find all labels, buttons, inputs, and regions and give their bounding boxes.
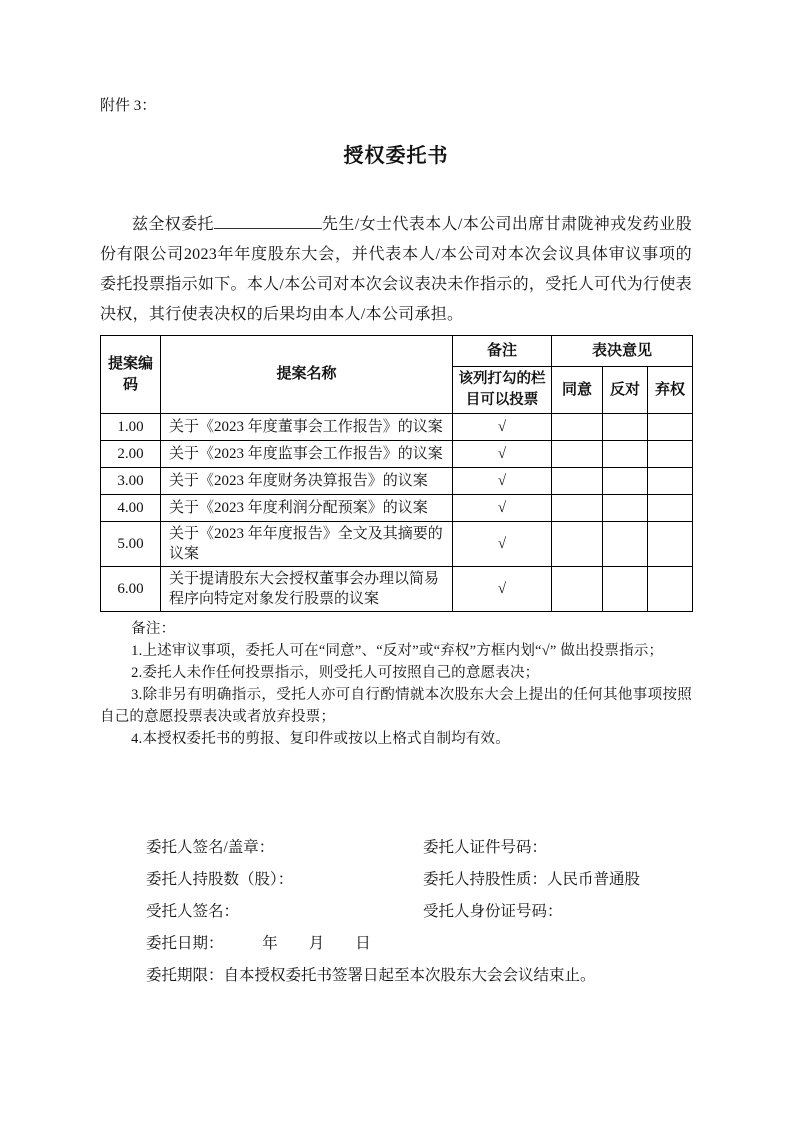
vote-abstain-cell — [648, 522, 693, 567]
vote-agree-cell — [552, 567, 603, 612]
vote-abstain-cell — [648, 441, 693, 468]
proposal-code-cell: 4.00 — [101, 495, 161, 522]
signature-section — [100, 832, 692, 992]
proposal-name-cell: 关于《2023 年度董事会工作报告》的议案 — [161, 414, 453, 441]
trustee-id-number-label: 受托人身份证号码： — [423, 903, 563, 920]
attachment-label: 附件 3： — [100, 98, 157, 114]
sig-row — [100, 960, 692, 992]
principal-id-number-label: 委托人证件号码： — [423, 839, 548, 856]
proposal-name-cell: 关于《2023 年年度报告》全文及其摘要的议案 — [161, 522, 453, 567]
vote-agree-cell — [552, 414, 603, 441]
proposal-code-cell: 1.00 — [101, 414, 161, 441]
table-header-row-1 — [101, 336, 693, 367]
intro-paragraph — [100, 210, 692, 330]
sig-row-empty — [423, 928, 692, 960]
intro-prefix-text: 兹全权委托 — [132, 216, 214, 233]
proposal-code-cell: 6.00 — [101, 567, 161, 612]
proposal-vote-table — [100, 335, 693, 612]
col-header-remark: 备注 — [453, 336, 552, 367]
principal-share-type-label: 委托人持股性质：人民币普通股 — [423, 871, 641, 888]
sig-row — [100, 832, 692, 864]
col-header-agree: 同意 — [552, 367, 603, 414]
col-header-abstain: 弃权 — [648, 367, 693, 414]
proposal-row — [101, 495, 693, 522]
sig-row — [100, 928, 692, 960]
vote-oppose-cell — [603, 468, 648, 495]
proposal-row — [101, 468, 693, 495]
col-header-code: 提案编码 — [101, 336, 161, 414]
proposal-code-cell: 5.00 — [101, 522, 161, 567]
vote-oppose-cell — [603, 441, 648, 468]
proposal-remark-check-cell: √ — [453, 495, 552, 522]
proxy-term-label: 委托期限：自本授权委托书签署日起至本次股东大会会议结束止。 — [146, 967, 596, 984]
note-item-4: 4.本授权委托书的剪报、复印件或按以上格式自制均有效。 — [131, 731, 510, 747]
notes-section — [100, 618, 692, 750]
note-item-2: 2.委托人未作任何投票指示，则受托人可按照自己的意愿表决； — [131, 665, 540, 681]
vote-agree-cell — [552, 522, 603, 567]
vote-oppose-cell — [603, 567, 648, 612]
sig-row-empty — [596, 960, 692, 992]
proposal-rows — [101, 414, 693, 612]
col-header-oppose: 反对 — [603, 367, 648, 414]
proposal-row — [101, 441, 693, 468]
proposal-name-cell: 关于《2023 年度财务决算报告》的议案 — [161, 468, 453, 495]
proposal-name-cell: 关于《2023 年度利润分配预案》的议案 — [161, 495, 453, 522]
proposal-remark-check-cell: √ — [453, 567, 552, 612]
sig-row — [100, 864, 692, 896]
proposal-row — [101, 414, 693, 441]
proposal-remark-check-cell: √ — [453, 522, 552, 567]
trustee-signature-label: 受托人签名： — [146, 903, 240, 920]
proposal-name-cell: 关于《2023 年度监事会工作报告》的议案 — [161, 441, 453, 468]
page-title: 授权委托书 — [343, 145, 449, 167]
proposal-remark-check-cell: √ — [453, 414, 552, 441]
proxy-date-label: 委托日期： 年 月 日 — [146, 935, 371, 952]
proposal-row — [101, 522, 693, 567]
vote-oppose-cell — [603, 414, 648, 441]
proposal-code-cell: 2.00 — [101, 441, 161, 468]
vote-agree-cell — [552, 495, 603, 522]
proposal-name-cell: 关于提请股东大会授权董事会办理以简易程序向特定对象发行股票的议案 — [161, 567, 453, 612]
note-item-1: 1.上述审议事项，委托人可在“同意”、“反对”或“弃权”方框内划“√” 做出投票指示； — [131, 643, 664, 659]
proposal-row — [101, 567, 693, 612]
proposal-code-cell: 3.00 — [101, 468, 161, 495]
col-header-vote-opinion: 表决意见 — [552, 336, 693, 367]
intro-suffix-text: 先生/女士代表本人/本公司出席甘肃陇神戎发药业股份有限公司2023年年度股东大会，并代表本人/本公司对本次会议具体审议事项的委托投票指示如下。本人/本公司对本次会议表决未作指示的，受托人可代为行使表决权，其行使表决权的后果均由本人/本公司承担。 — [100, 216, 692, 323]
col-header-remark-sub: 该列打勾的栏目可以投票 — [453, 367, 552, 414]
vote-abstain-cell — [648, 414, 693, 441]
vote-agree-cell — [552, 468, 603, 495]
principal-shares-count-label: 委托人持股数（股）： — [146, 871, 294, 888]
proxy-name-blank — [214, 214, 322, 229]
vote-agree-cell — [552, 441, 603, 468]
vote-abstain-cell — [648, 495, 693, 522]
principal-signature-label: 委托人签名/盖章： — [146, 839, 275, 856]
sig-row — [100, 896, 692, 928]
proposal-remark-check-cell: √ — [453, 468, 552, 495]
vote-oppose-cell — [603, 495, 648, 522]
col-header-name: 提案名称 — [161, 336, 453, 414]
vote-abstain-cell — [648, 468, 693, 495]
proposal-remark-check-cell: √ — [453, 441, 552, 468]
notes-label: 备注： — [131, 621, 176, 637]
vote-oppose-cell — [603, 522, 648, 567]
vote-abstain-cell — [648, 567, 693, 612]
note-item-3: 3.除非另有明确指示，受托人亦可自行酌情就本次股东大会上提出的任何其他事项按照自己的意愿投票表决或者放弃投票； — [100, 687, 692, 725]
